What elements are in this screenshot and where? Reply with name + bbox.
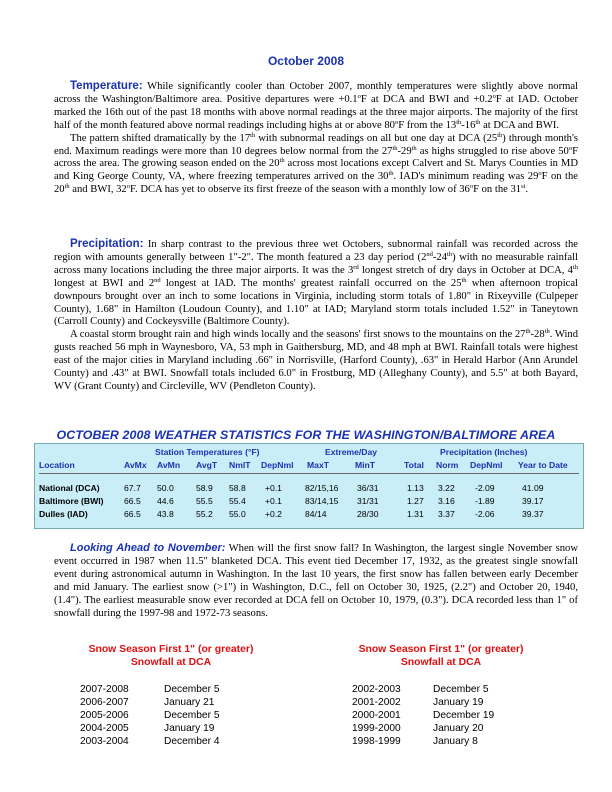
list-item: 2002-2003 December 5 [352, 684, 489, 695]
list-item: 2003-2004 December 4 [80, 736, 220, 747]
group-header-temperatures: Station Temperatures (°F) [155, 447, 260, 457]
group-header-precipitation: Precipitation (Inches) [440, 447, 528, 457]
precipitation-lead: Precipitation: [70, 238, 144, 250]
temperature-section [54, 80, 578, 197]
table-divider [39, 473, 579, 474]
list-item: 2005-2006 December 5 [80, 710, 220, 721]
col-header-maxt: MaxT [307, 460, 329, 470]
looking-ahead-lead: Looking Ahead to November: [70, 542, 226, 554]
col-header-location: Location [39, 460, 75, 470]
looking-ahead-section [54, 542, 578, 620]
col-header-nmlt: NmlT [229, 460, 251, 470]
precipitation-section [54, 238, 578, 394]
col-header-total: Total [404, 460, 424, 470]
stats-table: Station Temperatures (°F) Extreme/Day Precipitation (Inches) Location AvMx AvMn AvgT NmlT DepNml MaxT MinT Total Norm DepNml Year to Date National (DCA) 67.7 50.0 58.9 58.8 +0.1 82/15,16 36/31 1.13 3.22 -2.09 41.09 Baltimore (BWI) 66.5 44.6 55.5 55.4 +0.1 83/14,15 31/31 1.27 3.16 -1.89 39.17 Dulles (IAD) 66.5 43.8 55.2 55.0 +0.2 84/14 28/30 1.31 3.37 -2.06 39.37 [34, 443, 584, 529]
stats-table-title: OCTOBER 2008 WEATHER STATISTICS FOR THE WASHINGTON/BALTIMORE AREA [56, 428, 556, 442]
list-item: 2007-2008 December 5 [80, 684, 220, 695]
snow-table-right-heading: Snow Season First 1" (or greater) Snowfall at DCA [358, 644, 524, 668]
precipitation-paragraph-1: Precipitation: In sharp contrast to the previous three wet Octobers, subnormal rainfall was recorded across the region with amounts generally between 1"-2". The month featured a 23 day period (2nd-24th) with no measurable rainfall across many locations including the three major airports. It was the 3rd longest stretch of dry days in October at DCA, 4th longest at BWI and 2nd longest at IAD. The months' greatest rainfall occurred on the 25th when afternoon tropical downpours brought over an inch to some locations in Virginia, including storm totals of 1.80" in Rixeyville (Culpeper County), 1.68" in Hamilton (Loudoun County), and 1.10" at IAD; Maryland storm totals included 1.52" in Taneytown (Carroll County) and Cockeysville (Baltimore County). [54, 238, 579, 328]
list-item: 2004-2005 January 19 [80, 723, 215, 734]
col-header-avgt: AvgT [196, 460, 218, 470]
page-title: October 2008 [267, 54, 345, 68]
list-item: 2006-2007 January 21 [80, 697, 215, 708]
list-item: 2000-2001 December 19 [352, 710, 495, 721]
col-header-avmx: AvMx [124, 460, 147, 470]
list-item: 1999-2000 January 20 [352, 723, 484, 734]
col-header-year-to-date: Year to Date [518, 460, 568, 470]
col-header-precip-depnml: DepNml [470, 460, 503, 470]
list-item: 1998-1999 January 8 [352, 736, 478, 747]
col-header-depnml: DepNml [261, 460, 294, 470]
temperature-paragraph-2: The pattern shifted dramatically by the 17th with subnormal readings on all but one day at DCA (25th) through month's end. Maximum readings were more than 10 degrees below normal from the 27th-29th as highs struggled to rise above 50$^o$F across the area. The growing season ended on the 20th across most locations except Calvert and St. Marys Counties in MD and King George County, VA, where freezing temperatures arrived on the 30th. IAD's minimum reading was 29$^o$F on the 20th and BWI, 32$^o$F. DCA has yet to observe its first freeze of the season with a monthly low of 36$^o$F on the 31st. [54, 131, 579, 196]
list-item: 2001-2002 January 19 [352, 697, 484, 708]
precipitation-paragraph-2: A coastal storm brought rain and high winds locally and the seasons' first snows to the mountains on the 27th-28th. Wind gusts reached 56 mph in Waynesboro, VA, 53 mph in Gaithersburg, MD, and 48 mph at BWI. Rainfall totals were highest east of the major cities in Maryland including .66" in Norrisville, (Harford County), .63" in Herald Harbor (Ann Arundel County) and .43" at BWI. Snowfall totals included 6.0" in Frostburg, MD (Alleghany County), and 5.5" at both Bayard, WV (Grant County) and Circleville, WV (Pendleton County). [54, 328, 579, 392]
group-header-extreme: Extreme/Day [325, 447, 378, 457]
temperature-lead: Temperature: [70, 80, 143, 92]
col-header-mint: MinT [355, 460, 376, 470]
looking-ahead-paragraph: Looking Ahead to November: When will the first snow fall? In Washington, the largest single November snow event occurred in 1987 when 11.5" blanketed DCA. This event tied December 17, 1932, as the greatest single snowfall event during astronomical autumn in Washington. In the last 10 years, the first snow has fallen between early December and mid January. The earliest snow (>1") in Washington, D.C., fell on October 30, 1925, (2.2") and October 20, 1940, (1.4"). The earliest measurable snow ever recorded at DCA fell on October 10, 1979, (0.3"). DCA recorded less than 1" of snowfall during the 1997-98 and 1972-73 seasons. [54, 542, 578, 619]
col-header-avmn: AvMn [157, 460, 181, 470]
col-header-norm: Norm [436, 460, 459, 470]
temperature-paragraph-1: Temperature: While significantly cooler than October 2007, monthly temperatures were slightly above normal across the Washington/Baltimore area. Positive departures were $+0.1^oF$ at DCA and BWI and $+0.2^oF$ at IAD. October marked the 16th out of the past 18 months with above normal readings at the three major airports. The majority of the first half of the month featured above normal readings including highs at or above 80$^o$F from the 13th-16th at DCA and BWI. [54, 80, 578, 131]
snow-table-left-heading: Snow Season First 1" (or greater) Snowfall at DCA [88, 644, 254, 668]
